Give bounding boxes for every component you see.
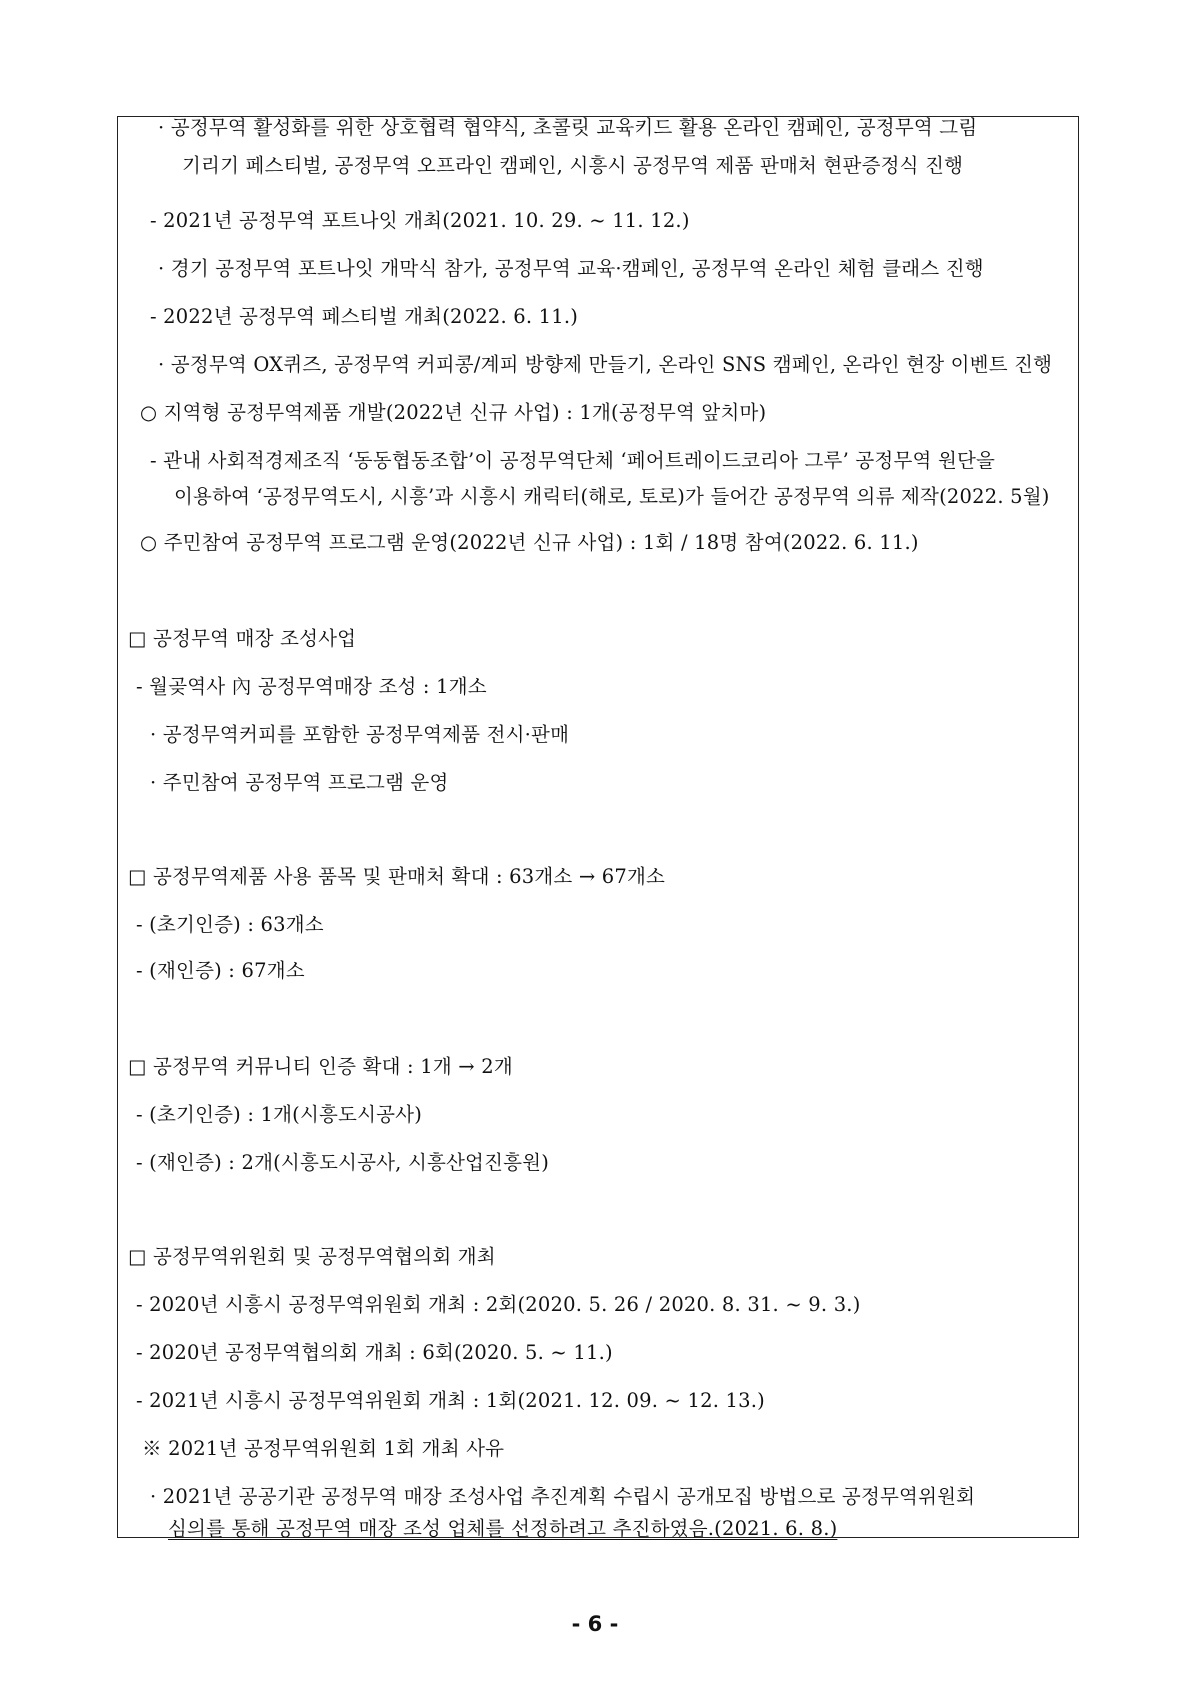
text-line: - 2022년 공정무역 페스티벌 개최(2022. 6. 11.) [150,305,579,328]
text-line: - (초기인증) : 63개소 [136,913,324,936]
text-line: - (재인증) : 67개소 [136,959,305,982]
text-line: - 2020년 시흥시 공정무역위원회 개최 : 2회(2020. 5. 26 / 2020. 8. 31. ~ 9. 3.) [136,1293,861,1316]
text-line: - 월곶역사 內 공정무역매장 조성 : 1개소 [136,675,487,698]
section-heading: □ 공정무역위원회 및 공정무역협의회 개최 [128,1245,496,1268]
text-line: · 주민참여 공정무역 프로그램 운영 [150,771,449,794]
note-line: ※ 2021년 공정무역위원회 1회 개최 사유 [142,1437,505,1460]
text-line: - (초기인증) : 1개(시흥도시공사) [136,1103,422,1126]
text-line: - 2021년 공정무역 포트나잇 개최(2021. 10. 29. ~ 11. 12.) [150,209,690,232]
text-line: 심의를 통해 공정무역 매장 조성 업체를 선정하려고 추진하였음.(2021. 6. 8.) [168,1517,838,1540]
section-heading: □ 공정무역제품 사용 품목 및 판매처 확대 : 63개소 → 67개소 [128,865,666,888]
section-heading: □ 공정무역 매장 조성사업 [128,627,357,650]
text-line: · 공정무역커피를 포함한 공정무역제품 전시·판매 [150,723,570,746]
text-line: - 2020년 공정무역협의회 개최 : 6회(2020. 5. ~ 11.) [136,1341,613,1364]
text-line: ○ 주민참여 공정무역 프로그램 운영(2022년 신규 사업) : 1회 / 18명 참여(2022. 6. 11.) [140,531,919,554]
text-line: · 공정무역 OX퀴즈, 공정무역 커피콩/계피 방향제 만들기, 온라인 SNS 캠페인, 온라인 현장 이벤트 진행 [158,353,1053,376]
text-line: - (재인증) : 2개(시흥도시공사, 시흥산업진흥원) [136,1151,550,1174]
text-line: ○ 지역형 공정무역제품 개발(2022년 신규 사업) : 1개(공정무역 앞치마) [140,401,767,424]
text-line: 기리기 페스티벌, 공정무역 오프라인 캠페인, 시흥시 공정무역 제품 판매처 현판증정식 진행 [182,154,964,177]
text-line: - 관내 사회적경제조직 ‘동동협동조합’이 공정무역단체 ‘페어트레이드코리아 그루’ 공정무역 원단을 [150,449,996,472]
text-line: · 공정무역 활성화를 위한 상호협력 협약식, 초콜릿 교육키드 활용 온라인 캠페인, 공정무역 그림 [158,116,978,139]
text-line: - 2021년 시흥시 공정무역위원회 개최 : 1회(2021. 12. 09. ~ 12. 13.) [136,1389,765,1412]
page-number: - 6 - [571,1612,619,1636]
text-line: · 경기 공정무역 포트나잇 개막식 참가, 공정무역 교육·캠페인, 공정무역 온라인 체험 클래스 진행 [158,257,984,280]
text-line: 이용하여 ‘공정무역도시, 시흥’과 시흥시 캐릭터(해로, 토로)가 들어간 공정무역 의류 제작(2022. 5월) [174,485,1050,508]
text-line: · 2021년 공공기관 공정무역 매장 조성사업 추진계획 수립시 공개모집 방법으로 공정무역위원회 [150,1485,976,1508]
section-heading: □ 공정무역 커뮤니티 인증 확대 : 1개 → 2개 [128,1055,513,1078]
